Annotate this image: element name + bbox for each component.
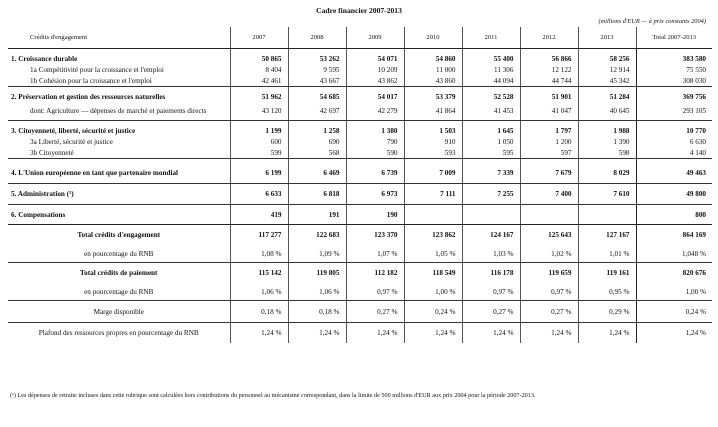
cell-value: 1,05 % (404, 245, 462, 263)
cell-value: 122 683 (288, 225, 346, 246)
cell-value: 0,18 % (288, 301, 346, 323)
cell-value: 115 142 (230, 263, 288, 284)
cell-value: 0,27 % (462, 301, 520, 323)
cell-value: 0,97 % (462, 283, 520, 301)
cell-value: 54 071 (346, 49, 404, 65)
cell-value: 1,09 % (288, 245, 346, 263)
row-label: 3. Citoyenneté, liberté, sécurité et justice (11, 126, 136, 135)
row-label: Total crédits d'engagement (77, 231, 161, 239)
cell-value: 419 (230, 205, 288, 225)
cell-total: 75 550 (636, 64, 712, 75)
row-label: 4. L'Union européenne en tant que partenaire mondial (8, 159, 230, 184)
cell-value (462, 205, 520, 225)
cell-value: 0,97 % (346, 283, 404, 301)
table-row (8, 225, 712, 246)
row-label: 1b Cohésion pour la croissance et l'emploi (8, 75, 230, 87)
cell-value: 568 (288, 147, 346, 159)
cell-value: 11 000 (404, 64, 462, 75)
cell-value: 54 860 (404, 49, 462, 65)
cell-value: 0,95 % (578, 283, 636, 301)
header-total: Total 2007-2013 (636, 27, 712, 49)
cell-value: 54 685 (288, 87, 346, 103)
cell-value: 12 122 (520, 64, 578, 75)
row-label: 3b Citoyenneté (8, 147, 230, 159)
cell-value: 45 342 (578, 75, 636, 87)
row-label: Plafond des ressources propres en pourcentage du RNB (38, 329, 199, 337)
header-year: 2007 (230, 27, 288, 49)
cell-value: 124 167 (462, 225, 520, 246)
cell-value: 593 (404, 147, 462, 159)
cell-value: 118 549 (404, 263, 462, 284)
header-year: 2013 (578, 27, 636, 49)
table-row (8, 64, 712, 75)
table-row (8, 263, 712, 284)
cell-value: 54 017 (346, 87, 404, 103)
cell-value: 1,07 % (346, 245, 404, 263)
table-row (8, 87, 712, 103)
cell-total: 6 630 (636, 136, 712, 147)
table-row (8, 184, 712, 205)
cell-value: 1,08 % (230, 245, 288, 263)
cell-value: 117 277 (230, 225, 288, 246)
row-label: 2. Préservation et gestion des ressources naturelles (11, 92, 166, 101)
cell-value: 7 679 (520, 159, 578, 184)
cell-value: 42 697 (288, 102, 346, 121)
cell-total: 293 105 (636, 102, 712, 121)
cell-value: 1 258 (288, 121, 346, 137)
cell-value: 6 469 (288, 159, 346, 184)
cell-value: 1,24 % (230, 323, 288, 344)
cell-value: 598 (578, 147, 636, 159)
cell-value: 41 453 (462, 102, 520, 121)
cell-value: 40 645 (578, 102, 636, 121)
cell-value: 1,06 % (230, 283, 288, 301)
cell-value: 7 610 (578, 184, 636, 205)
cell-total: 1,048 % (636, 245, 712, 263)
cell-value: 41 047 (520, 102, 578, 121)
cell-value: 1,00 % (404, 283, 462, 301)
cell-value: 119 161 (578, 263, 636, 284)
cell-value: 51 962 (230, 87, 288, 103)
cell-value: 590 (346, 147, 404, 159)
table-row (8, 245, 712, 263)
table-row (8, 102, 712, 121)
table-row (8, 75, 712, 87)
cell-value: 1,24 % (288, 323, 346, 344)
cell-value: 1,03 % (462, 245, 520, 263)
row-label: 1. Croissance durable (11, 54, 78, 63)
cell-value: 55 400 (462, 49, 520, 65)
financial-framework-table (8, 27, 712, 343)
cell-value: 599 (230, 147, 288, 159)
cell-value: 7 255 (462, 184, 520, 205)
cell-total: 0,24 % (636, 301, 712, 323)
units-note: (millions d'EUR — à prix constants 2004) (598, 18, 706, 25)
cell-value: 51 901 (520, 87, 578, 103)
cell-value: 52 528 (462, 87, 520, 103)
cell-value: 11 306 (462, 64, 520, 75)
cell-value: 44 744 (520, 75, 578, 87)
cell-value: 1 050 (462, 136, 520, 147)
table-row (8, 49, 712, 65)
cell-value: 0,24 % (404, 301, 462, 323)
cell-value: 125 643 (520, 225, 578, 246)
cell-total: 800 (636, 205, 712, 225)
cell-value: 42 461 (230, 75, 288, 87)
row-label: 5. Administration (¹) (8, 184, 230, 205)
cell-value: 10 209 (346, 64, 404, 75)
cell-value: 1 380 (346, 121, 404, 137)
cell-value: 191 (288, 205, 346, 225)
row-label: 3a Liberté, sécurité et justice (30, 137, 113, 146)
header-year: 2010 (404, 27, 462, 49)
cell-value: 190 (346, 205, 404, 225)
cell-value: 0,97 % (520, 283, 578, 301)
cell-value: 127 167 (578, 225, 636, 246)
cell-value: 910 (404, 136, 462, 147)
cell-value: 43 862 (346, 75, 404, 87)
table-row (8, 159, 712, 184)
cell-value (520, 205, 578, 225)
cell-total: 49 800 (636, 184, 712, 205)
cell-value: 53 379 (404, 87, 462, 103)
cell-value: 7 111 (404, 184, 462, 205)
row-label: dont: Agriculture — dépenses de marché et paiements directs (8, 102, 230, 121)
cell-total: 864 169 (636, 225, 712, 246)
cell-total: 369 756 (636, 87, 712, 103)
row-label: Marge disponible (8, 301, 230, 323)
cell-value: 12 914 (578, 64, 636, 75)
cell-value: 1 390 (578, 136, 636, 147)
cell-value: 6 199 (230, 159, 288, 184)
cell-value: 42 279 (346, 102, 404, 121)
table-row (8, 121, 712, 137)
cell-total: 1,00 % (636, 283, 712, 301)
cell-value: 1,24 % (520, 323, 578, 344)
cell-value: 43 667 (288, 75, 346, 87)
cell-total: 10 770 (636, 121, 712, 137)
cell-value: 1,24 % (346, 323, 404, 344)
cell-value: 597 (520, 147, 578, 159)
cell-total: 383 580 (636, 49, 712, 65)
table-row (8, 136, 712, 147)
cell-value: 1,24 % (578, 323, 636, 344)
cell-value: 9 595 (288, 64, 346, 75)
row-label: 6. Compensations (8, 205, 230, 225)
cell-value: 6 818 (288, 184, 346, 205)
table-title: Cadre financier 2007-2013 (316, 6, 402, 15)
cell-value: 600 (230, 136, 288, 147)
row-label: Total crédits de paiement (80, 269, 158, 277)
cell-value: 119 805 (288, 263, 346, 284)
cell-value: 690 (288, 136, 346, 147)
header-year: 2009 (346, 27, 404, 49)
cell-value (578, 205, 636, 225)
cell-value: 123 862 (404, 225, 462, 246)
cell-value: 7 009 (404, 159, 462, 184)
cell-value: 1 988 (578, 121, 636, 137)
header-label: Crédits d'engagement (8, 27, 230, 49)
cell-value: 0,29 % (578, 301, 636, 323)
table-row (8, 205, 712, 225)
cell-value: 119 659 (520, 263, 578, 284)
header-year: 2008 (288, 27, 346, 49)
cell-value: 595 (462, 147, 520, 159)
cell-value: 0,27 % (520, 301, 578, 323)
cell-value: 6 973 (346, 184, 404, 205)
cell-value: 53 262 (288, 49, 346, 65)
cell-value: 43 120 (230, 102, 288, 121)
cell-value: 1,01 % (578, 245, 636, 263)
cell-value: 6 633 (230, 184, 288, 205)
table-row (8, 323, 712, 344)
table-row (8, 301, 712, 323)
row-label: en pourcentage du RNB (8, 283, 230, 301)
cell-value: 1 797 (520, 121, 578, 137)
cell-total: 4 140 (636, 147, 712, 159)
row-label: en pourcentage du RNB (8, 245, 230, 263)
cell-value: 51 284 (578, 87, 636, 103)
cell-value: 43 860 (404, 75, 462, 87)
cell-total: 308 030 (636, 75, 712, 87)
cell-value: 1,06 % (288, 283, 346, 301)
cell-value: 50 865 (230, 49, 288, 65)
cell-value (404, 205, 462, 225)
table-row (8, 147, 712, 159)
cell-value: 0,27 % (346, 301, 404, 323)
cell-value: 8 029 (578, 159, 636, 184)
cell-value: 116 178 (462, 263, 520, 284)
footnote: (¹) Les dépenses de retraite incluses dans cette rubrique sont calculées hors contributions du personnel au mécanisme correspondant, dans la limite de 500 millions d'EUR aux prix 2004 pour la période 2007-2013. (10, 392, 536, 399)
cell-value: 44 094 (462, 75, 520, 87)
cell-value: 7 400 (520, 184, 578, 205)
header-row (8, 27, 712, 49)
cell-value: 112 182 (346, 263, 404, 284)
cell-value: 1 645 (462, 121, 520, 137)
cell-total: 1,24 % (636, 323, 712, 344)
cell-value: 1,24 % (404, 323, 462, 344)
row-label: 1a Compétitivité pour la croissance et l'emploi (30, 65, 164, 74)
cell-value: 0,18 % (230, 301, 288, 323)
cell-value: 58 256 (578, 49, 636, 65)
cell-value: 790 (346, 136, 404, 147)
cell-value: 6 739 (346, 159, 404, 184)
cell-value: 8 404 (230, 64, 288, 75)
cell-value: 1,24 % (462, 323, 520, 344)
cell-value: 123 370 (346, 225, 404, 246)
cell-value: 41 864 (404, 102, 462, 121)
cell-total: 820 676 (636, 263, 712, 284)
cell-value: 56 866 (520, 49, 578, 65)
cell-value: 1 200 (520, 136, 578, 147)
cell-value: 1 503 (404, 121, 462, 137)
cell-value: 1 199 (230, 121, 288, 137)
header-year: 2011 (462, 27, 520, 49)
cell-total: 49 463 (636, 159, 712, 184)
cell-value: 7 339 (462, 159, 520, 184)
cell-value: 1,02 % (520, 245, 578, 263)
table-row (8, 283, 712, 301)
header-year: 2012 (520, 27, 578, 49)
